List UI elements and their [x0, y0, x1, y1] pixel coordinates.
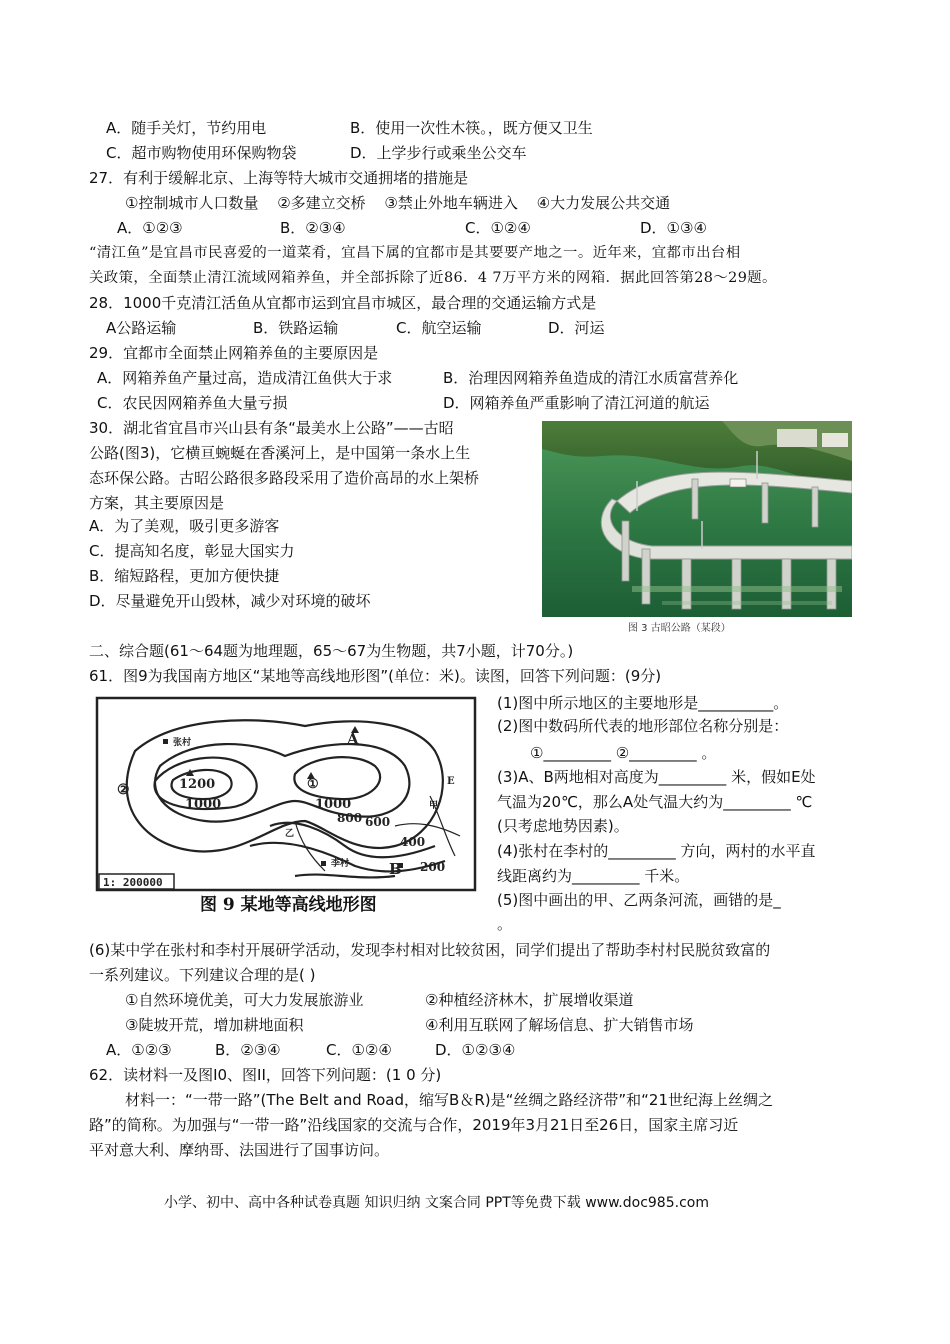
q30-option-d: D．尽量避免开山毁林，减少对环境的破坏	[89, 592, 371, 610]
q27-option-d: D．①③④	[640, 219, 707, 237]
q61-sub-4a: (4)张村在李村的_________ 方向，两村的水平直	[497, 842, 816, 860]
q61-sub-6-item-4: ④利用互联网了解场信息、扩大销售市场	[425, 1016, 694, 1034]
map-label-yi: 乙	[285, 829, 295, 839]
map-scale: 1: 200000	[103, 876, 163, 889]
map-label-e: E	[447, 776, 455, 787]
q27-option-a: A．①②③	[117, 219, 183, 237]
q30-line-4: 方案，其主要原因是	[89, 494, 225, 512]
q26-option-a: A．随手关灯，节约用电	[106, 119, 267, 137]
map-label-1200: 1200	[179, 777, 216, 792]
q30-line-2: 公路(图3)，它横亘蜿蜒在香溪河上，是中国第一条水上生	[89, 444, 471, 462]
q28-stem: 28．1000千克清江活鱼从宜都市运到宜昌市城区，最合理的交通运输方式是	[89, 294, 597, 312]
map-label-200: 200	[420, 860, 446, 874]
q30-line-3: 态环保公路。古昭公路很多路段采用了造价高昂的水上架桥	[89, 469, 480, 487]
bridge-photo	[542, 421, 852, 617]
map-label-circled-2: ②	[117, 782, 130, 798]
passage-line-2: 关政策，全面禁止清江流域网箱养鱼，并全部拆除了近86．4 7万平方米的网箱．据此回答第28～29题。	[89, 270, 777, 286]
q61-sub-3c: (只考虑地势因素)。	[497, 817, 629, 835]
q30-option-b: B．缩短路程，更加方便快捷	[89, 567, 280, 585]
q61-sub-6: (6)某中学在张村和李村开展研学活动，发现李村相对比较贫困，同学们提出了帮助李村村民脱贫致富的	[89, 941, 771, 959]
q27-items: ①控制城市人口数量 ②多建立交桥 ③禁止外地车辆进入 ④大力发展公共交通	[125, 194, 671, 212]
q26-option-b: B．使用一次性木筷。，既方便又卫生	[350, 119, 593, 137]
q30-option-a: A．为了美观，吸引更多游客	[89, 517, 280, 535]
q27-option-b: B．②③④	[280, 219, 346, 237]
q61-sub-4b: 线距离约为_________ 千米。	[497, 867, 690, 885]
q26-option-d: D．上学步行或乘坐公交车	[350, 144, 527, 162]
map-label-1000b: 1000	[315, 797, 352, 812]
map-label-400: 400	[400, 835, 426, 849]
q61-option-c: C．①②④	[326, 1041, 392, 1059]
q29-option-b: B．治理因网箱养鱼造成的清江水质富营养化	[443, 369, 739, 387]
q61-sub-6-item-2: ②种植经济林木，扩展增收渠道	[425, 991, 634, 1009]
q28-option-a: A公路运输	[106, 319, 177, 337]
q62-material-line-3: 平对意大利、摩纳哥、法国进行了国事访问。	[89, 1141, 390, 1159]
map-label-jia: 甲	[429, 801, 439, 811]
q61-sub-1: (1)图中所示地区的主要地形是__________。	[497, 694, 789, 712]
q61-stem: 61．图9为我国南方地区“某地等高线地形图”(单位：米)。读图，回答下列问题：(9分)	[89, 667, 662, 685]
map-label-zhangcun: 张村	[173, 738, 192, 748]
q30-line-1: 30．湖北省宜昌市兴山县有条“最美水上公路”——古昭	[89, 419, 454, 437]
page-footer: 小学、初中、高中各种试卷真题 知识归纳 文案合同 PPT等免费下载 www.doc985.com	[164, 1195, 709, 1211]
q61-sub-2b: ①_________ ②_________ 。	[530, 744, 717, 762]
map-caption: 图 9 某地等高线地形图	[200, 895, 377, 915]
q28-option-d: D．河运	[548, 319, 605, 337]
q61-option-b: B．②③④	[215, 1041, 281, 1059]
q61-sub-5b: 。	[497, 915, 513, 933]
map-label-800: 800	[337, 811, 363, 825]
q29-option-c: C．农民因网箱养鱼大量亏损	[97, 394, 288, 412]
contour-map-svg	[95, 696, 480, 916]
map-label-circled-1: ①	[307, 777, 319, 792]
q28-option-c: C．航空运输	[396, 319, 482, 337]
map-label-1000a: 1000	[185, 797, 222, 812]
map-label-b: B	[389, 860, 402, 878]
q27-option-c: C．①②④	[465, 219, 531, 237]
q28-option-b: B．铁路运输	[253, 319, 339, 337]
q29-option-d: D．网箱养鱼严重影响了清江河道的航运	[443, 394, 710, 412]
q61-sub-6b: 一系列建议。下列建议合理的是( )	[89, 966, 316, 984]
bridge-photo-caption: 图 3 古昭公路（某段）	[628, 623, 731, 634]
q61-sub-3a: (3)A、B两地相对高度为_________ 米，假如E处	[497, 768, 816, 786]
q62-material-line-1: 材料一：“一带一路”(The Belt and Road，缩写B＆R)是“丝绸之路经济带”和“21世纪海上丝绸之	[125, 1091, 773, 1109]
q61-sub-3b: 气温为20℃，那么A处气温大约为_________ ℃	[497, 793, 813, 811]
q61-sub-5a: (5)图中画出的甲、乙两条河流，画错的是_	[497, 891, 781, 909]
q30-option-c: C．提高知名度，彰显大国实力	[89, 542, 295, 560]
q61-sub-6-item-3: ③陡坡开荒，增加耕地面积	[125, 1016, 304, 1034]
q61-sub-6-item-1: ①自然环境优美，可大力发展旅游业	[125, 991, 364, 1009]
q61-option-a: A．①②③	[106, 1041, 172, 1059]
q29-stem: 29．宜都市全面禁止网箱养鱼的主要原因是	[89, 344, 379, 362]
map-label-licun: 李村	[331, 859, 350, 869]
map-label-a: A	[347, 730, 359, 748]
q61-option-d: D．①②③④	[435, 1041, 516, 1059]
q62-stem: 62．读材料一及图I0、图II，回答下列问题：(1 0 分)	[89, 1066, 442, 1084]
q61-sub-2a: (2)图中数码所代表的地形部位名称分别是：	[497, 717, 789, 735]
q26-option-c: C．超市购物使用环保购物袋	[106, 144, 297, 162]
q27-stem: 27．有利于缓解北京、上海等特大城市交通拥堵的措施是	[89, 169, 469, 187]
section-2-heading: 二、综合题(61～64题为地理题，65～67为生物题，共7小题，计70分。)	[89, 642, 574, 660]
q29-option-a: A．网箱养鱼产量过高，造成清江鱼供大于求	[97, 369, 393, 387]
q62-material-line-2: 路”的简称。为加强与“一带一路”沿线国家的交流与合作，2019年3月21日至26日，国家主席习近	[89, 1116, 739, 1134]
contour-map	[95, 696, 480, 916]
bridge-photo-illustration	[542, 421, 852, 617]
map-label-600: 600	[365, 815, 391, 829]
passage-line-1: “清江鱼”是宜昌市民喜爱的一道菜肴，宜昌下属的宜都市是其要要产地之一。近年来，宜都市出台相	[89, 245, 741, 261]
